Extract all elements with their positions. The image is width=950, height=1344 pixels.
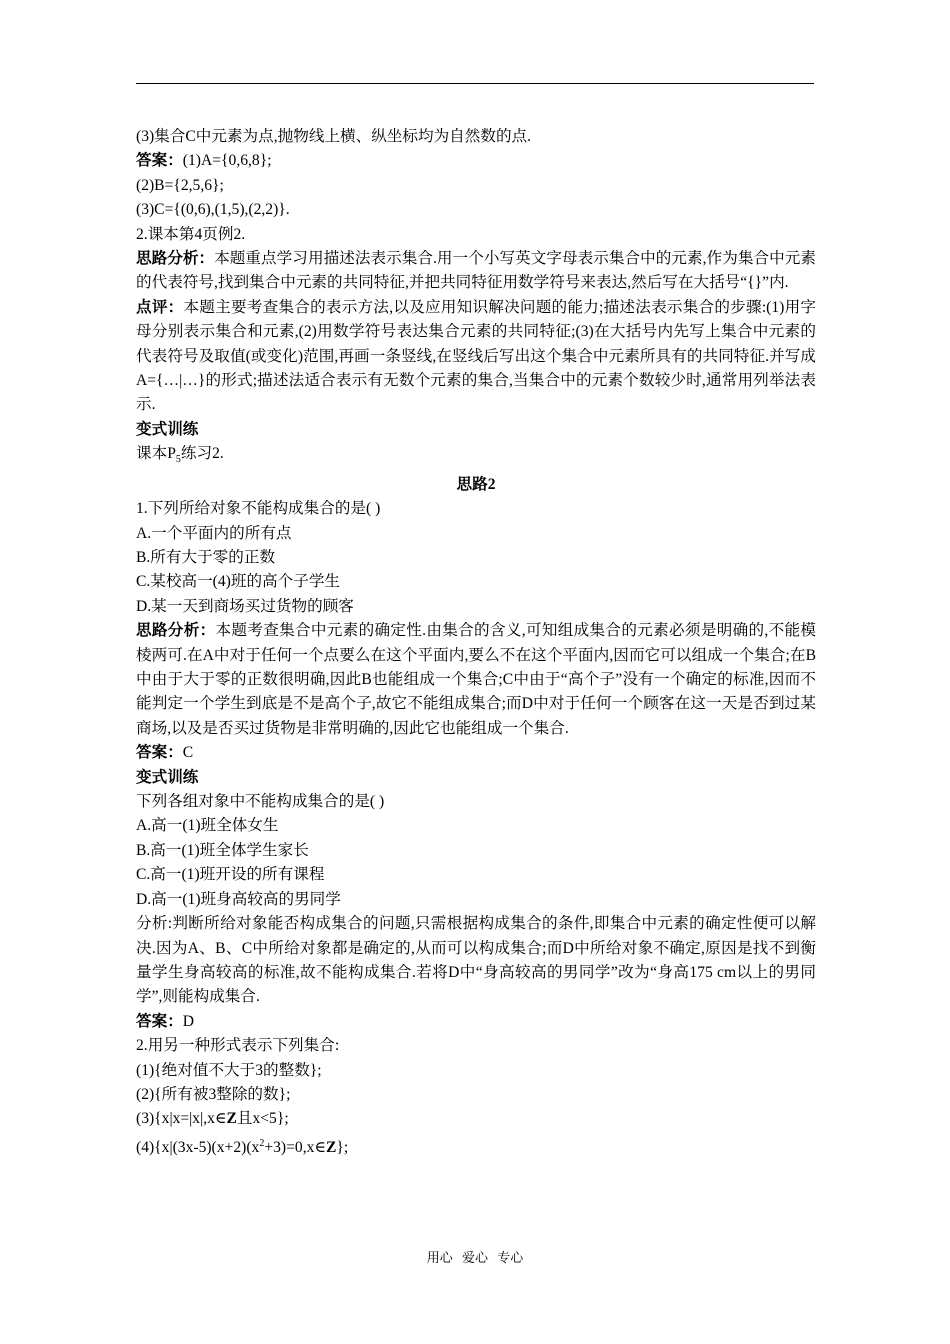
answer-label: 答案： <box>136 1012 183 1030</box>
answer-label: 答案： <box>136 744 183 762</box>
text-line: (3)集合C中元素为点,抛物线上横、纵坐标均为自然数的点. <box>136 128 532 145</box>
variant-text-post: 练习2. <box>180 445 224 463</box>
question-line: 下列各组对象中不能构成集合的是( ) <box>136 793 385 811</box>
analysis-text: 本题重点学习用描述法表示集合.用一个小写英文字母表示集合中的元素,作为集合中元素的代表符号,找到集合中元素的共同特征,并把共同特征用数学符号来表达,然后写在大括号“{}”内. <box>136 250 816 292</box>
analysis-paragraph <box>136 619 816 741</box>
analysis-label: 思路分析： <box>136 622 216 640</box>
option-line: D.某一天到商场买过货物的顾客 <box>136 597 354 615</box>
text-line: (2)B={2,5,6}; <box>136 176 224 194</box>
text-line: (3)C={(0,6),(1,5),(2,2)}. <box>136 201 290 219</box>
analysis-text: 本题考查集合中元素的确定性.由集合的含义,可知组成集合的元素必须是明确的,不能模棱两可.在A中对于任何一个点要么在这个平面内,要么不在这个平面内,因而它可以组成一个集合;在B中由于大于零的正数很明确,因此B也能组成一个集合;C中由于“高个子”没有一个确定的标准,因而不能判定一个学生到底是不是高个子,故它不能组成集合;而D中对于任何一个顾客在这一天是否到过某商场,以及是否买过货物是非常明确的,因此它也能组成一个集合. <box>136 622 816 737</box>
section-heading: 思路2 <box>456 475 496 493</box>
answer-label: 答案： <box>136 152 183 170</box>
answer-text: C <box>182 744 194 762</box>
page-footer: 用心 爱心 专心 <box>426 1250 524 1265</box>
analysis-paragraph <box>136 247 816 296</box>
document-body <box>136 125 816 1160</box>
question-line: 1.下列所给对象不能构成集合的是( ) <box>136 500 381 518</box>
comment-label: 点评： <box>136 298 184 316</box>
header-rule <box>136 83 814 84</box>
variant-heading: 变式训练 <box>136 768 199 786</box>
math-text: (3){x|x=|x|,x∈ <box>136 1110 227 1128</box>
answer-text: D <box>182 1012 195 1030</box>
integer-set-symbol: Z <box>325 1138 337 1156</box>
option-line: C.高一(1)班开设的所有课程 <box>136 866 325 884</box>
option-line: B.所有大于零的正数 <box>136 549 276 567</box>
math-text: (4){x|(3x-5)(x+2)(x <box>136 1138 260 1156</box>
answer-line <box>136 149 816 173</box>
subscript: 5 <box>175 454 181 466</box>
option-line: D.高一(1)班身高较高的男同学 <box>136 890 341 908</box>
subquestion-line <box>136 1107 816 1131</box>
math-text: +3)=0,x∈ <box>264 1138 326 1156</box>
answer-text: (1)A={0,6,8}; <box>182 152 272 170</box>
analysis-label: 思路分析： <box>136 250 215 268</box>
answer-line <box>136 1010 816 1034</box>
question-line: 2.用另一种形式表示下列集合: <box>136 1037 340 1055</box>
subquestion-line: (2){所有被3整除的数}; <box>136 1085 291 1103</box>
variant-text: 课本P <box>136 445 176 463</box>
subquestion-line <box>136 1132 816 1161</box>
text-line: 2.课本第4页例2. <box>136 225 246 243</box>
superscript: 2 <box>259 1137 265 1149</box>
option-line: A.高一(1)班全体女生 <box>136 817 279 835</box>
variant-heading: 变式训练 <box>136 420 199 438</box>
comment-text: 本题主要考查集合的表示方法,以及应用知识解决问题的能力;描述法表示集合的步骤:(1)用字母分别表示集合和元素,(2)用数学符号表达集合元素的共同特征;(3)在大括号内先写上集合中元素的代表符号及取值(或变化)范围,再画一条竖线,在竖线后写出这个集合中元素所具有的共同特征.并写成A={…|…}的形式;描述法适合表示有无数个元素的集合,当集合中的元素个数较少时,通常用列举法表示. <box>136 298 816 414</box>
subquestion-line: (1){绝对值不大于3的整数}; <box>136 1061 322 1079</box>
math-text: 且x<5}; <box>236 1110 289 1128</box>
comment-paragraph <box>136 296 816 418</box>
math-text: }; <box>336 1138 349 1156</box>
analysis-paragraph: 分析:判断所给对象能否构成集合的问题,只需根据构成集合的条件,即集合中元素的确定性便可以解决.因为A、B、C中所给对象都是确定的,从而可以构成集合;而D中所给对象不确定,原因是找不到衡量学生身高较高的标准,故不能构成集合.若将D中“身高较高的男同学”改为“身高175 cm以上的男同学”,则能构成集合. <box>136 915 816 1006</box>
option-line: C.某校高一(4)班的高个子学生 <box>136 573 341 591</box>
option-line: B.高一(1)班全体学生家长 <box>136 841 309 859</box>
variant-line <box>136 442 816 473</box>
answer-line <box>136 741 816 765</box>
integer-set-symbol: Z <box>226 1110 237 1128</box>
option-line: A.一个平面内的所有点 <box>136 524 292 542</box>
